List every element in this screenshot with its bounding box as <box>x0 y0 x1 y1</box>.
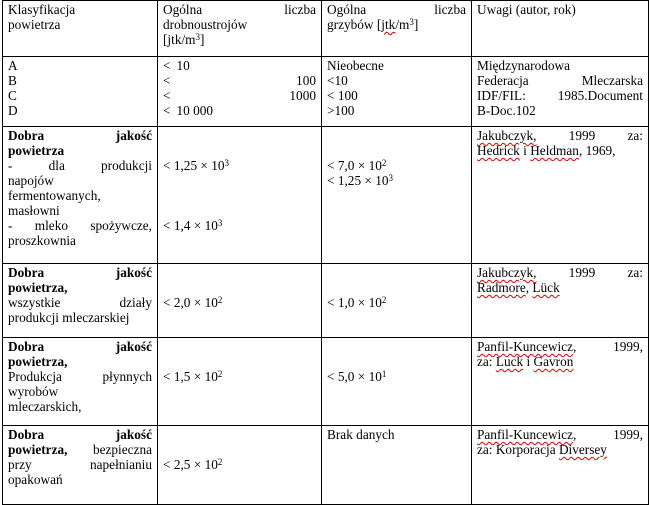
header-klasyfikacja: Klasyfikacja powietrza <box>3 1 158 57</box>
row3-classification: Dobra jakość powietrza, Produkcja płynnych wyrobów mleczarskich, <box>3 338 158 426</box>
row3-bacteria: < $1,5 \times 10^2$ <box>158 338 322 426</box>
row2-fungi: < $1,0 \times 10^2$ <box>322 264 472 338</box>
class-note: Międzynarodowa Federacja Mleczarska IDF/FIL: 1985.Document B-Doc.102 <box>472 57 649 127</box>
row4-fungi: Brak danych <box>322 426 472 505</box>
row1-note: Jakubczyk, 1999 za: Hedrick i Heldman, 1969, <box>472 127 649 264</box>
row1-classification: Dobra jakość powietrza - dla produkcji napojów fermentowanych, masłowni - mleko spożywcze, proszkownia <box>3 127 158 264</box>
row3-note: Panfil-Kuncewicz, 1999, za: Luck i Gavron <box>472 338 649 426</box>
row4-bacteria: < $2,5 \times 10^2$ <box>158 426 322 505</box>
row1-fungi: < $7,0 \times 10^2$ < $1,25 \times 10^3$ <box>322 127 472 264</box>
row2-classification: Dobra jakość powietrza, wszystkie działy produkcji mleczarskiej <box>3 264 158 338</box>
class-bacteria: < 10 < 100 < 1000 < 10 000 <box>158 57 322 127</box>
table-row-4 <box>3 426 649 505</box>
header-grzyby: Ogólna liczba grzybów $[jtk/m^3]$ <box>322 1 472 57</box>
row3-fungi: < $5,0 \times 10^1$ <box>322 338 472 426</box>
class-fungi: Nieobecne <10 < 100 >100 <box>322 57 472 127</box>
table-row-1 <box>3 127 649 264</box>
row1-bacteria: < $1,25 \times 10^3$ < $1,4 \times 10^3$ <box>158 127 322 264</box>
table-row-2 <box>3 264 649 338</box>
class-labels: A B C D <box>3 57 158 127</box>
header-row <box>3 1 649 57</box>
row4-note: Panfil-Kuncewicz, 1999, za: Korporacja Diversey <box>472 426 649 505</box>
row2-bacteria: < $2,0 \times 10^2$ <box>158 264 322 338</box>
header-drobnoustroje: Ogólna liczba drobnoustrojów $[jtk/m^3]$ <box>158 1 322 57</box>
row4-classification: Dobra jakość powietrza, bezpieczna przy napełnianiu opakowań <box>3 426 158 505</box>
classification-table <box>2 0 649 505</box>
row2-note: Jakubczyk, 1999 za: Radmore, Lück <box>472 264 649 338</box>
header-uwagi: Uwagi (autor, rok) <box>472 1 649 57</box>
table-row-3 <box>3 338 649 426</box>
table-row-classes <box>3 57 649 127</box>
